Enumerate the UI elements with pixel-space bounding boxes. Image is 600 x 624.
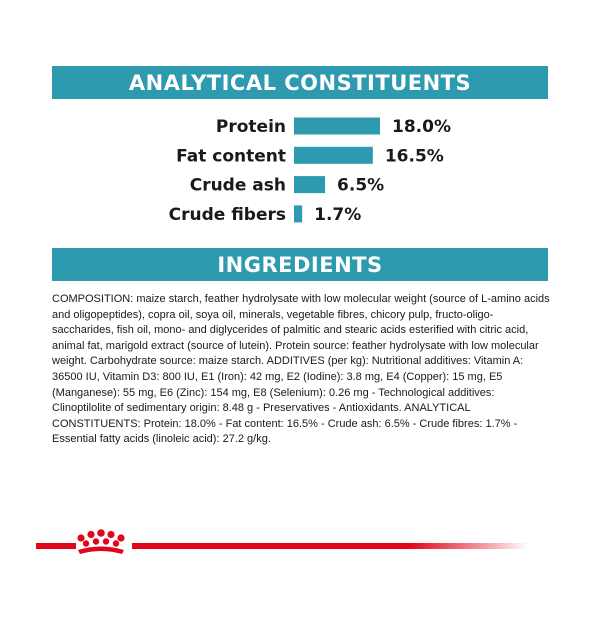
bar [294,147,373,164]
value-label: 1.7% [314,204,362,225]
value-label: 16.5% [384,146,444,167]
crown-icon [72,528,130,556]
analytical-constituents-header [52,66,548,99]
bar [294,176,325,193]
ingredients-composition-text: COMPOSITION: maize starch, feather hydrolysate with low molecular weight (source of L-amino acids and oligopeptides), copra oil, soya oil, minerals, vegetable fibres, chicory pulp, fructo-oligo-saccharides, fish oil, mono- and diglycerides of palmitic and stearic acids esterified with citric acid, animal fat, marigold extract (source of lutein). Protein source: feather hydrolysate with low molecular weight. Carbohydrate source: maize starch. ADDITIVES (per kg): Nutritional additives: Vitamin A: 36500 IU, Vitamin D3: 800 IU, E1 (Iron): 42 mg, E2 (Iodine): 3.8 mg, E4 (Copper): 15 mg, E5 (Manganese): 55 mg, E6 (Zinc): 154 mg, E8 (Selenium): 0.26 mg - Technological additives: Clinoptilolite of sedimentary origin: 8.48 g - Preservatives - Antioxidants. ANALYTICAL CONSTITUENTS: Protein: 18.0% - Fat content: 16.5% - Crude ash: 6.5% - Crude fibres: 1.7% - Essential fatty acids (linoleic acid): 27.2 g/kg. [52,293,550,446]
bar [294,205,302,222]
category-label: Protein [215,117,286,137]
category-label: Crude ash [189,175,286,196]
category-label: Crude fibers [168,204,286,225]
analytical-constituents-title: ANALYTICAL CONSTITUENTS [128,70,472,95]
category-label: Fat content [176,146,286,167]
analytical-constituents-chart [0,108,600,228]
brand-stripe-left [36,543,76,549]
ingredients-title: INGREDIENTS [217,252,383,277]
value-label: 6.5% [337,175,385,196]
value-label: 18.0% [392,117,451,137]
ingredients-header [52,248,548,281]
brand-stripe-right [132,543,528,549]
bar [294,118,380,135]
